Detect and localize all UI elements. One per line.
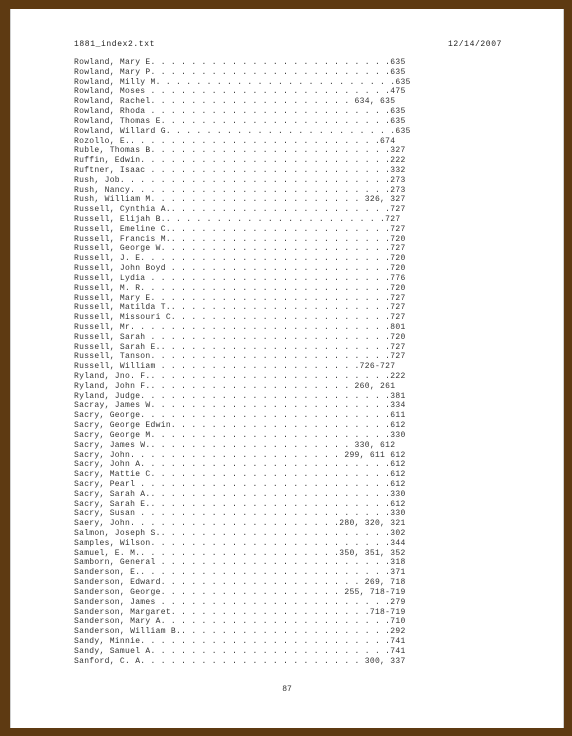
index-entry: Sanderson, E.. . . . . . . . . . . . . . . . . . . . . . . . .371 — [74, 568, 406, 578]
index-entry: Russell, Cynthia A.. . . . . . . . . . . . . . . . . . . . . .727 — [74, 205, 406, 215]
index-entry: Sacray, James W. . . . . . . . . . . . . . . . . . . . . . . .334 — [74, 401, 406, 411]
index-entry: Sacry, John. . . . . . . . . . . . . . . . . . . . . 299, 611 612 — [74, 450, 406, 460]
index-entry: Russell, William . . . . . . . . . . . . . . . . . . . .726-727 — [74, 362, 396, 372]
index-entry: Sanderson, Edward. . . . . . . . . . . . . . . . . . . . 269, 718 — [74, 578, 406, 588]
index-entry: Sacry, Sarah A.. . . . . . . . . . . . . . . . . . . . . . . .330 — [74, 489, 406, 499]
document-page — [10, 9, 564, 728]
index-entry-list — [74, 58, 454, 666]
index-entry: Russell, Mr. . . . . . . . . . . . . . . . . . . . . . . . . .801 — [74, 322, 406, 332]
index-entry: Ruffin, Edwin. . . . . . . . . . . . . . . . . . . . . . . . .222 — [74, 156, 406, 166]
index-entry: Sanderson, James . . . . . . . . . . . . . . . . . . . . . . .279 — [74, 597, 406, 607]
index-entry: Ruftner, Isaac . . . . . . . . . . . . . . . . . . . . . . . .332 — [74, 165, 406, 175]
index-entry: Sanderson, George. . . . . . . . . . . . . . . . . . 255, 718-719 — [74, 587, 406, 597]
index-entry: Rush, William M. . . . . . . . . . . . . . . . . . . . . 326, 327 — [74, 195, 406, 205]
index-entry: Rowland, Rachel. . . . . . . . . . . . . . . . . . . . 634, 635 — [74, 97, 396, 107]
index-entry: Russell, J. E. . . . . . . . . . . . . . . . . . . . . . . . .720 — [74, 254, 406, 264]
index-entry: Ryland, Jno. F.. . . . . . . . . . . . . . . . . . . . . . . .222 — [74, 372, 406, 381]
index-entry: Rowland, Moses . . . . . . . . . . . . . . . . . . . . . . . .475 — [74, 87, 406, 97]
index-entry: Russell, Sarah . . . . . . . . . . . . . . . . . . . . . . . .720 — [74, 332, 406, 342]
index-entry: Sacry, James W.. . . . . . . . . . . . . . . . . . . . 330, 612 — [74, 440, 396, 450]
index-entry: Samuel, E. M.. . . . . . . . . . . . . . . . . . . .350, 351, 352 — [74, 548, 406, 558]
index-entry: Russell, Emeline C.. . . . . . . . . . . . . . . . . . . . . .727 — [74, 224, 406, 234]
index-entry: Rowland, Willard G. . . . . . . . . . . . . . . . . . . . . . .635 — [74, 126, 411, 136]
index-entry: Russell, Elijah B.. . . . . . . . . . . . . . . . . . . . . .727 — [74, 215, 401, 224]
index-entry: Russell, Mary E. . . . . . . . . . . . . . . . . . . . . . . .727 — [74, 293, 406, 303]
index-entry: Ryland, John F.. . . . . . . . . . . . . . . . . . . . 260, 261 — [74, 381, 396, 391]
index-entry: Samples, Wilson. . . . . . . . . . . . . . . . . . . . . . . .344 — [74, 538, 406, 548]
index-entry: Salmon, Joseph S.. . . . . . . . . . . . . . . . . . . . . . .302 — [74, 529, 406, 538]
index-entry: Sanderson, Margaret. . . . . . . . . . . . . . . . . . . .718-719 — [74, 607, 406, 617]
index-entry: Russell, George W. . . . . . . . . . . . . . . . . . . . . . .727 — [74, 244, 406, 254]
index-entry: Russell, John Boyd . . . . . . . . . . . . . . . . . . . . . .720 — [74, 264, 406, 274]
index-entry: Ryland, Judge. . . . . . . . . . . . . . . . . . . . . . . . .381 — [74, 391, 406, 401]
index-entry: Russell, Missouri C. . . . . . . . . . . . . . . . . . . . . .727 — [74, 313, 406, 323]
index-entry: Sacry, John A. . . . . . . . . . . . . . . . . . . . . . . . .612 — [74, 460, 406, 470]
index-entry: Sacry, Pearl . . . . . . . . . . . . . . . . . . . . . . . . .612 — [74, 479, 406, 489]
index-entry: Rowland, Rhoda . . . . . . . . . . . . . . . . . . . . . . . .635 — [74, 107, 406, 117]
index-entry: Sacry, George. . . . . . . . . . . . . . . . . . . . . . . . .611 — [74, 411, 406, 421]
index-entry: Samborn, General . . . . . . . . . . . . . . . . . . . . . . .318 — [74, 558, 406, 568]
index-entry: Rush, Nancy. . . . . . . . . . . . . . . . . . . . . . . . . .273 — [74, 185, 406, 195]
index-entry: Sandy, Samuel A. . . . . . . . . . . . . . . . . . . . . . . .741 — [74, 646, 406, 656]
index-entry: Rozollo, E.. . . . . . . . . . . . . . . . . . . . . . . . .674 — [74, 136, 396, 146]
index-entry: Saery, John. . . . . . . . . . . . . . . . . . . . .280, 320, 321 — [74, 519, 406, 529]
index-entry: Sacry, Susan . . . . . . . . . . . . . . . . . . . . . . . . .330 — [74, 509, 406, 519]
index-entry: Sandy, Minnie. . . . . . . . . . . . . . . . . . . . . . . . .741 — [74, 636, 406, 646]
index-entry: Russell, Sarah E.. . . . . . . . . . . . . . . . . . . . . . .727 — [74, 342, 406, 352]
index-entry: Rowland, Mary E. . . . . . . . . . . . . . . . . . . . . . . .635 — [74, 58, 406, 67]
index-entry: Russell, M. R. . . . . . . . . . . . . . . . . . . . . . . . .720 — [74, 283, 406, 293]
document-date: 12/14/2007 — [447, 40, 502, 49]
index-entry: Sacry, George Edwin. . . . . . . . . . . . . . . . . . . . . .612 — [74, 421, 406, 431]
index-entry: Sacry, Sarah E.. . . . . . . . . . . . . . . . . . . . . . . .612 — [74, 499, 406, 509]
index-entry: Russell, Matilda T.. . . . . . . . . . . . . . . . . . . . . .727 — [74, 303, 406, 313]
index-entry: Sanford, C. A. . . . . . . . . . . . . . . . . . . . . . 300, 337 — [74, 656, 406, 666]
index-entry: Russell, Lydia . . . . . . . . . . . . . . . . . . . . . . . .776 — [74, 273, 406, 283]
page-number: 87 — [282, 685, 292, 694]
index-entry: Sanderson, William B.. . . . . . . . . . . . . . . . . . . . .292 — [74, 627, 406, 637]
index-entry: Sacry, Mattie C. . . . . . . . . . . . . . . . . . . . . . . .612 — [74, 470, 406, 480]
index-entry: Rush, Job. . . . . . . . . . . . . . . . . . . . . . . . . . .273 — [74, 175, 406, 185]
index-entry: Rowland, Thomas E. . . . . . . . . . . . . . . . . . . . . . .635 — [74, 116, 406, 126]
index-entry: Ruble, Thomas B. . . . . . . . . . . . . . . . . . . . . . . .327 — [74, 146, 406, 156]
index-entry: Russell, Francis M.. . . . . . . . . . . . . . . . . . . . . .720 — [74, 234, 406, 244]
index-entry: Russell, Tanson. . . . . . . . . . . . . . . . . . . . . . . .727 — [74, 352, 406, 362]
index-entry: Sanderson, Mary A. . . . . . . . . . . . . . . . . . . . . . .710 — [74, 617, 406, 627]
index-entry: Rowland, Milly M. . . . . . . . . . . . . . . . . . . . . . . .635 — [74, 77, 411, 87]
index-entry: Rowland, Mary P. . . . . . . . . . . . . . . . . . . . . . . .635 — [74, 67, 406, 77]
index-entry: Sacry, George M. . . . . . . . . . . . . . . . . . . . . . . .330 — [74, 430, 406, 440]
file-name: 1881_index2.txt — [74, 40, 156, 49]
